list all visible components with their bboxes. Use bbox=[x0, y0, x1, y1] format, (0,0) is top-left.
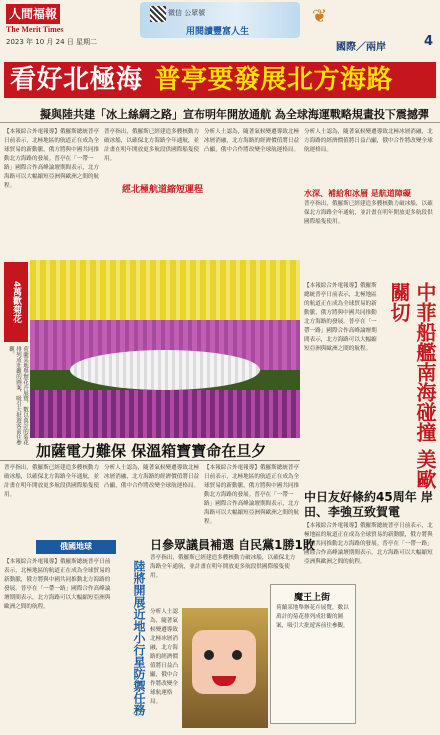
eye-icon bbox=[204, 650, 214, 660]
article-column-13: 分析人士認為，隨著氣候變遷導致北極冰層消融，北方海路的經濟價值將日益凸顯，俄中合作將改變全球航運格局。 bbox=[150, 609, 178, 705]
box-title: 魔王上街 bbox=[294, 593, 331, 603]
headline-japan-china: 中日友好條約45周年 岸田、李強互致賀電 bbox=[304, 490, 433, 519]
asteroid-headline: 陸將開展近地小行星防禦任務 bbox=[132, 560, 146, 716]
butterfly-icon: ❦ bbox=[312, 6, 328, 27]
article-column-10: 【本報綜合外電報導】俄羅斯總統普亭日前表示，北極地區的航道正在成為全球貿易的新動脈，俄方將與中國共同推動北方海路的發展。普亭在「一帶一路」國際合作高峰論壇期間表示，北方海路可以大幅縮短亞洲與歐洲之間的航程。 bbox=[204, 465, 300, 525]
article-column-1: 【本報綜合外電報導】俄羅斯總統普亭日前表示，北極地區的航道正在成為全球貿易的新動脈，俄方將與中國共同推動北方海路的發展。普亭在「一帶一路」國際合作高峰論壇期間表示，北方海路可以大幅縮短亞洲與歐洲之間的航程。 bbox=[4, 129, 100, 189]
slogan: 用閱讀豐富人生 bbox=[186, 27, 250, 37]
box-text: 荷蘭某地舉辦花卉展覽，數以萬計的菊花排列成壯觀的圖案，吸引大批遊客前往參觀。 bbox=[276, 605, 349, 629]
section-tag: 俄國地球 bbox=[36, 540, 116, 554]
article-column-8: 普亭指出，俄羅斯已經建造多艘核動力破冰船，以確保北方海路全年通航，並計畫在明年開放更多航段供國際船隻使用。 bbox=[4, 465, 100, 498]
article-column-9: 分析人士認為，隨著氣候變遷導致北極冰層消融，北方海路的經濟價值將日益凸顯，俄中合作將改變全球航運格局。 bbox=[104, 465, 200, 489]
article-column-5: 普亭指出，俄羅斯已經建造多艘核動力破冰船，以確保北方海路全年通航，並計畫在明年開放更多航段供國際船隻使用。 bbox=[304, 201, 433, 225]
subheadline: 擬與陸共建「冰上絲綢之路」宣布明年開放通航 為全球海運戰略規畫投下震撼彈 bbox=[40, 108, 429, 121]
japan-election-headline: 日參眾議員補選 自民黨1勝1敗 bbox=[150, 538, 315, 552]
headline-part-1: 看好北極海 bbox=[10, 65, 143, 95]
gaza-headline: 加薩電力難保 保溫箱寶寶命在旦夕 bbox=[36, 442, 267, 460]
article-column-12: 普亭指出，俄羅斯已經建造多艘核動力破冰船，以確保北方海路全年通航，並計畫在明年開放更多航段供國際船隻使用。 bbox=[150, 555, 296, 579]
article-column-6: 【本報綜合外電報導】俄羅斯總統普亭日前表示，北極地區的航道正在成為全球貿易的新動脈，俄方將與中國共同推動北方海路的發展。普亭在「一帶一路」國際合作高峰論壇期間表示，北方海路可以大幅縮短亞洲與歐洲之間的航程。 bbox=[304, 283, 377, 352]
page-number: 4 bbox=[424, 34, 434, 49]
article-column-2: 普亭指出，俄羅斯已經建造多艘核動力破冰船，以確保北方海路全年通航，並計畫在明年開放更多航段供國際船隻使用。 bbox=[104, 129, 200, 162]
article-column-3: 分析人士認為，隨著氣候變遷導致北極冰層消融，北方海路的經濟價值將日益凸顯，俄中合作將改變全球航運格局。 bbox=[204, 129, 300, 153]
section-label: 國際／兩岸 bbox=[336, 42, 386, 53]
flower-photo bbox=[30, 260, 300, 438]
eye-icon bbox=[232, 650, 242, 660]
newspaper-logo-english: The Merit Times bbox=[6, 25, 64, 34]
headline-part-2: 普亭要發展北方海路 bbox=[154, 65, 394, 95]
right-subtitle: 水深、補給和冰層 是航道障礙 bbox=[304, 189, 411, 198]
newspaper-logo: 人間福報 bbox=[6, 4, 60, 24]
divider bbox=[0, 460, 300, 461]
qr-code-icon bbox=[150, 6, 166, 22]
divider bbox=[0, 122, 440, 123]
date-line: 2023 年 10 月 24 日 星期二 bbox=[6, 38, 97, 46]
vertical-headline: 中菲船艦南海碰撞 美歐關切 bbox=[387, 282, 437, 489]
qr-label: 微信 公眾號 bbox=[168, 9, 206, 17]
article-subtitle: 經北極航道縮短運程 bbox=[122, 185, 204, 195]
main-headline bbox=[10, 62, 440, 98]
article-column-11: 【本報綜合外電報導】俄羅斯總統普亭日前表示，北極地區的航道正在成為全球貿易的新動脈，俄方將與中國共同推動北方海路的發展。普亭在「一帶一路」國際合作高峰論壇期間表示，北方海路可以大幅縮短亞洲與歐洲之間的航程。 bbox=[4, 559, 111, 610]
photo-tag: 4萬歡菊花 bbox=[4, 262, 28, 342]
article-column-4: 分析人士認為，隨著氣候變遷導致北極冰層消融，北方海路的經濟價值將日益凸顯，俄中合作將改變全球航運格局。 bbox=[304, 129, 433, 153]
article-column-7: 【本報綜合外電報導】俄羅斯總統普亭日前表示，北極地區的航道正在成為全球貿易的新動脈，俄方將與中國共同推動北方海路的發展。普亭在「一帶一路」國際合作高峰論壇期間表示，北方海路可以大幅縮短亞洲與歐洲之間的航程。 bbox=[304, 523, 433, 565]
photo-caption: 荷蘭某地舉辦花卉展覽，數以萬計的菊花排列成壯觀的圖案，吸引大批遊客前往參觀。 bbox=[8, 346, 28, 445]
